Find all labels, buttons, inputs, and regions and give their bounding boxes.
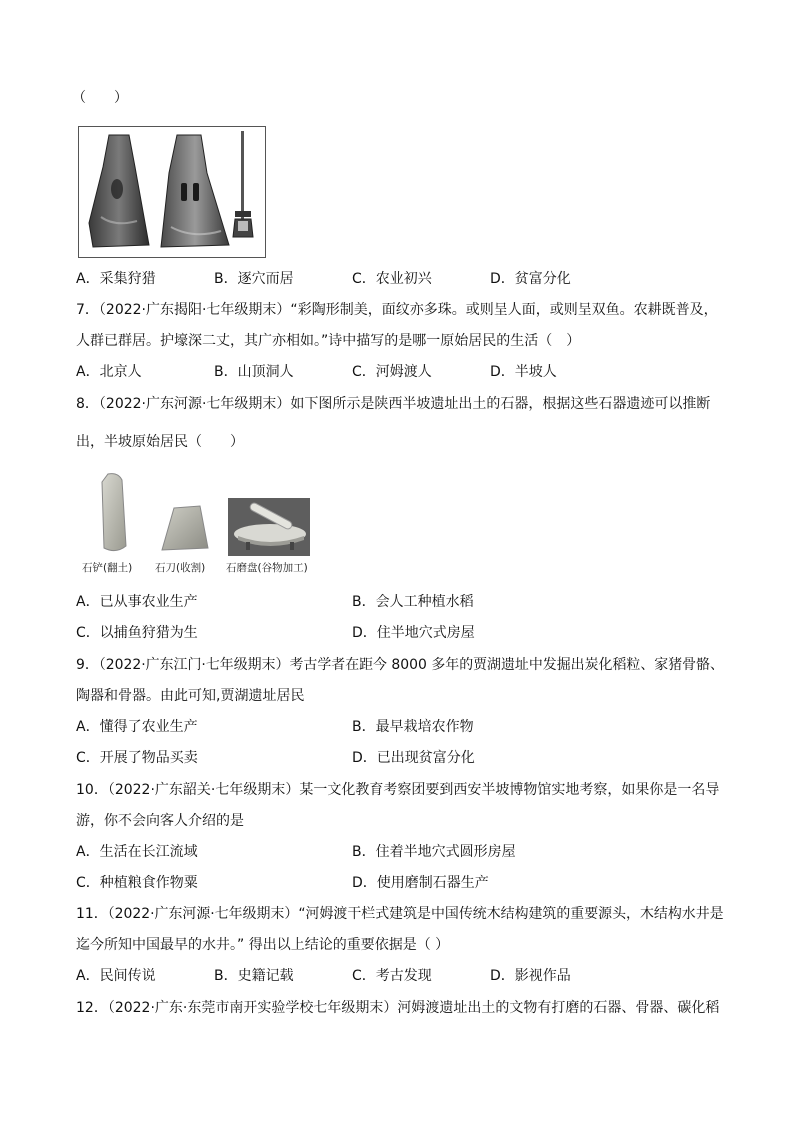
q7-option-d[interactable]: D．半坡人 [490, 364, 557, 380]
q11-stem-line2: 迄今所知中国最早的水井。” 得出以上结论的重要依据是（ ） [76, 937, 450, 953]
q7-option-c[interactable]: C．河姆渡人 [352, 364, 432, 380]
q8-stem-line2: 出，半坡原始居民（ ） [76, 434, 244, 450]
q10-option-a[interactable]: A．生活在长江流域 [76, 844, 198, 860]
caption-stone-shovel: 石铲(翻土) [82, 562, 133, 574]
q10-option-b[interactable]: B．住着半地穴式圆形房屋 [352, 844, 516, 860]
bone-tools-image [78, 126, 266, 258]
q6-option-b[interactable]: B．逐穴而居 [214, 271, 294, 287]
q6-option-d[interactable]: D．贫富分化 [490, 271, 571, 287]
q10-option-c[interactable]: C．种植粮食作物粟 [76, 875, 198, 891]
q7-option-b[interactable]: B．山顶洞人 [214, 364, 294, 380]
q9-stem-line2: 陶器和骨器。由此可知,贾湖遗址居民 [76, 688, 305, 704]
q10-option-d[interactable]: D．使用磨制石器生产 [352, 875, 489, 891]
q6-option-c[interactable]: C．农业初兴 [352, 271, 432, 287]
q11-option-a[interactable]: A．民间传说 [76, 968, 156, 984]
q8-option-b[interactable]: B．会人工种植水稻 [352, 594, 474, 610]
q11-option-c[interactable]: C．考古发现 [352, 968, 432, 984]
q8-stem-line1: 8．（2022·广东河源·七年级期末）如下图所示是陕西半坡遗址出土的石器，根据这些石器遗迹可以推断 [76, 396, 711, 412]
q8-option-c[interactable]: C．以捕鱼狩猎为生 [76, 625, 198, 641]
caption-stone-quern: 石磨盘(谷物加工) [226, 562, 308, 574]
q11-option-b[interactable]: B．史籍记载 [214, 968, 294, 984]
caption-stone-knife: 石刀(收割) [155, 562, 206, 574]
q11-option-d[interactable]: D．影视作品 [490, 968, 571, 984]
answer-paren: （ ） [72, 90, 128, 106]
q7-option-a[interactable]: A．北京人 [76, 364, 142, 380]
q10-stem-line1: 10．（2022·广东韶关·七年级期末）某一文化教育考察团要到西安半坡博物馆实地考察，如果你是一名导 [76, 782, 720, 798]
q8-option-a[interactable]: A．已从事农业生产 [76, 594, 198, 610]
q9-option-c[interactable]: C．开展了物品买卖 [76, 750, 198, 766]
stone-shovel-image [94, 472, 134, 554]
q7-stem-line2: 人群已群居。护壕深二丈，其广亦相如。”诗中描写的是哪一原始居民的生活（ ） [76, 333, 581, 349]
q6-option-a[interactable]: A．采集狩猎 [76, 271, 156, 287]
q10-stem-line2: 游，你不会向客人介绍的是 [76, 813, 244, 829]
q9-option-a[interactable]: A．懂得了农业生产 [76, 719, 198, 735]
q8-option-d[interactable]: D．住半地穴式房屋 [352, 625, 475, 641]
stone-knife-image [160, 504, 210, 554]
bone-tools-illustration [79, 127, 265, 257]
q12-stem-line1: 12．（2022·广东·东莞市南开实验学校七年级期末）河姆渡遗址出土的文物有打磨的石器、骨器、碳化稻 [76, 1000, 720, 1016]
q7-stem-line1: 7．（2022·广东揭阳·七年级期末）“彩陶形制美，面纹亦多珠。或则呈人面，或则呈双鱼。农耕既普及， [76, 302, 718, 318]
q9-option-d[interactable]: D．已出现贫富分化 [352, 750, 475, 766]
q11-stem-line1: 11．（2022·广东河源·七年级期末）“河姆渡干栏式建筑是中国传统木结构建筑的重要源头，木结构水井是 [76, 906, 724, 922]
stone-quern-image [228, 498, 310, 556]
q9-option-b[interactable]: B．最早栽培农作物 [352, 719, 474, 735]
q9-stem-line1: 9．（2022·广东江门·七年级期末）考古学者在距今 8000 多年的贾湖遗址中发掘出炭化稻粒、家猪骨骼、 [76, 657, 724, 673]
